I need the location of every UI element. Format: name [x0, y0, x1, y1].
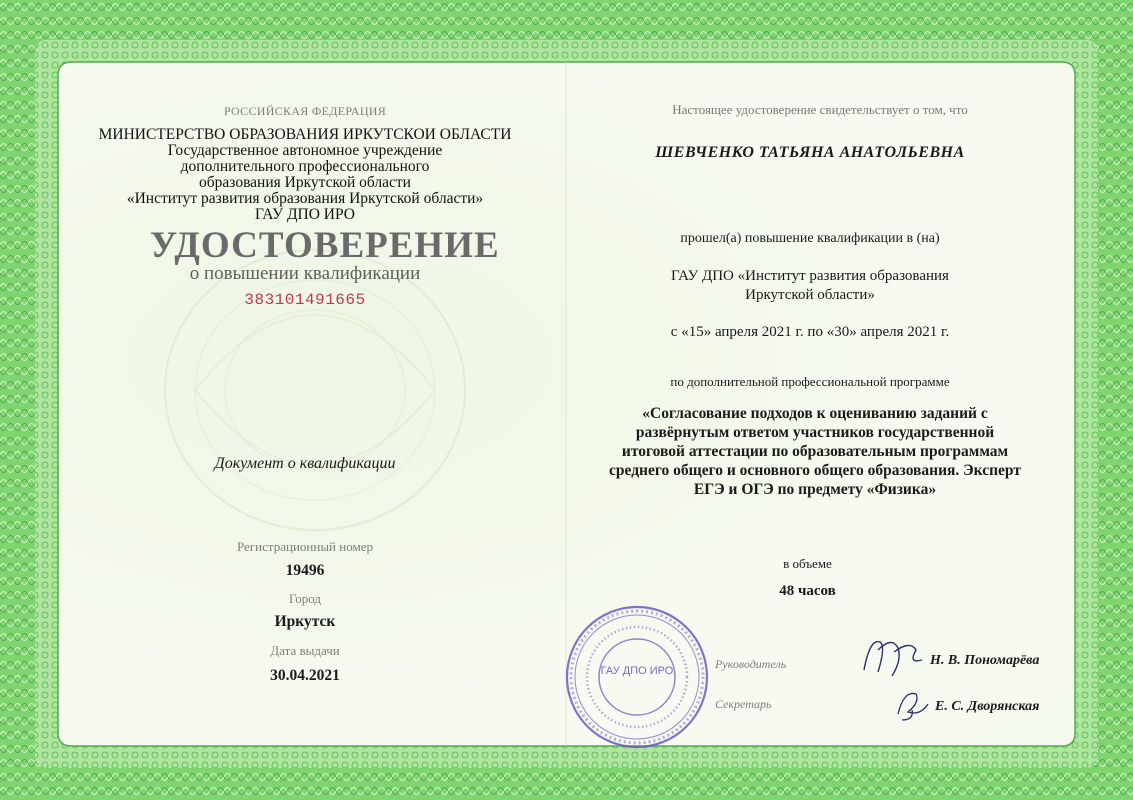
qualification-statement: прошел(а) повышение квалификации в (на)	[680, 231, 940, 246]
program-line: ЕГЭ и ОГЭ по предмету «Физика»	[693, 481, 937, 498]
institution-name	[600, 267, 1020, 305]
program-line: развёрнутым ответом участников государственной	[635, 424, 995, 441]
ministry-line: дополнительного профессионального	[180, 158, 430, 175]
institution-line: Иркутской области»	[745, 287, 875, 303]
secretary-name: Е. С. Дворянская	[935, 699, 1040, 714]
issue-date-value: 30.04.2021	[270, 667, 340, 684]
ministry-line: ГАУ ДПО ИРО	[255, 206, 355, 223]
program-title	[580, 404, 1050, 499]
country-name: РОССИЙСКАЯ ФЕДЕРАЦИЯ	[223, 104, 387, 118]
head-name: Н. В. Пономарёва	[930, 653, 1040, 668]
intro-text: Настоящее удостоверение свидетельствует о том, что	[672, 102, 968, 117]
program-line: среднего общего и основного общего образования. Эксперт	[609, 462, 1021, 479]
head-signature	[858, 630, 928, 685]
stamp-text: ГАУ ДПО ИРО	[600, 665, 674, 677]
official-stamp	[562, 602, 712, 752]
program-line: итоговой аттестации по образовательным программам	[621, 443, 1009, 460]
program-line: «Согласование подходов к оцениванию заданий с	[642, 405, 988, 422]
program-label: по дополнительной профессиональной программе	[670, 374, 950, 389]
volume-hours: 48 часов	[779, 583, 836, 599]
recipient-name: ШЕВЧЕНКО ТАТЬЯНА АНАТОЛЬЕВНА	[655, 144, 965, 161]
issue-date-label: Дата выдачи	[270, 643, 340, 658]
document-type: Документ о квалификации	[214, 455, 396, 472]
city-label: Город	[288, 591, 322, 606]
ministry-line: Государственное автономное учреждение	[167, 142, 443, 159]
secretary-role: Секретарь	[715, 697, 772, 711]
volume-label: в объеме	[783, 556, 832, 571]
ministry-line: «Институт развития образования Иркутской области»	[126, 190, 484, 207]
serial-number: 383101491665	[244, 291, 366, 309]
secretary-signature	[890, 680, 935, 725]
training-period: с «15» апреля 2021 г. по «30» апреля 2021 г.	[670, 324, 950, 340]
head-role: Руководитель	[715, 657, 787, 671]
ministry-line: МИНИСТЕРСТВО ОБРАЗОВАНИЯ ИРКУТСКОИ ОБЛАСТИ	[98, 126, 512, 143]
ministry-line: образования Иркутской области	[199, 174, 411, 191]
registration-number: 19496	[285, 562, 325, 579]
institution-line: ГАУ ДПО «Институт развития образования	[671, 268, 949, 284]
document-title: УДОСТОВЕРЕНИЕ	[150, 225, 500, 266]
issuing-organization	[80, 127, 530, 223]
document-subtitle: о повышении квалификации	[189, 263, 421, 284]
city-value: Иркутск	[274, 613, 336, 630]
registration-label: Регистрационный номер	[237, 539, 373, 554]
